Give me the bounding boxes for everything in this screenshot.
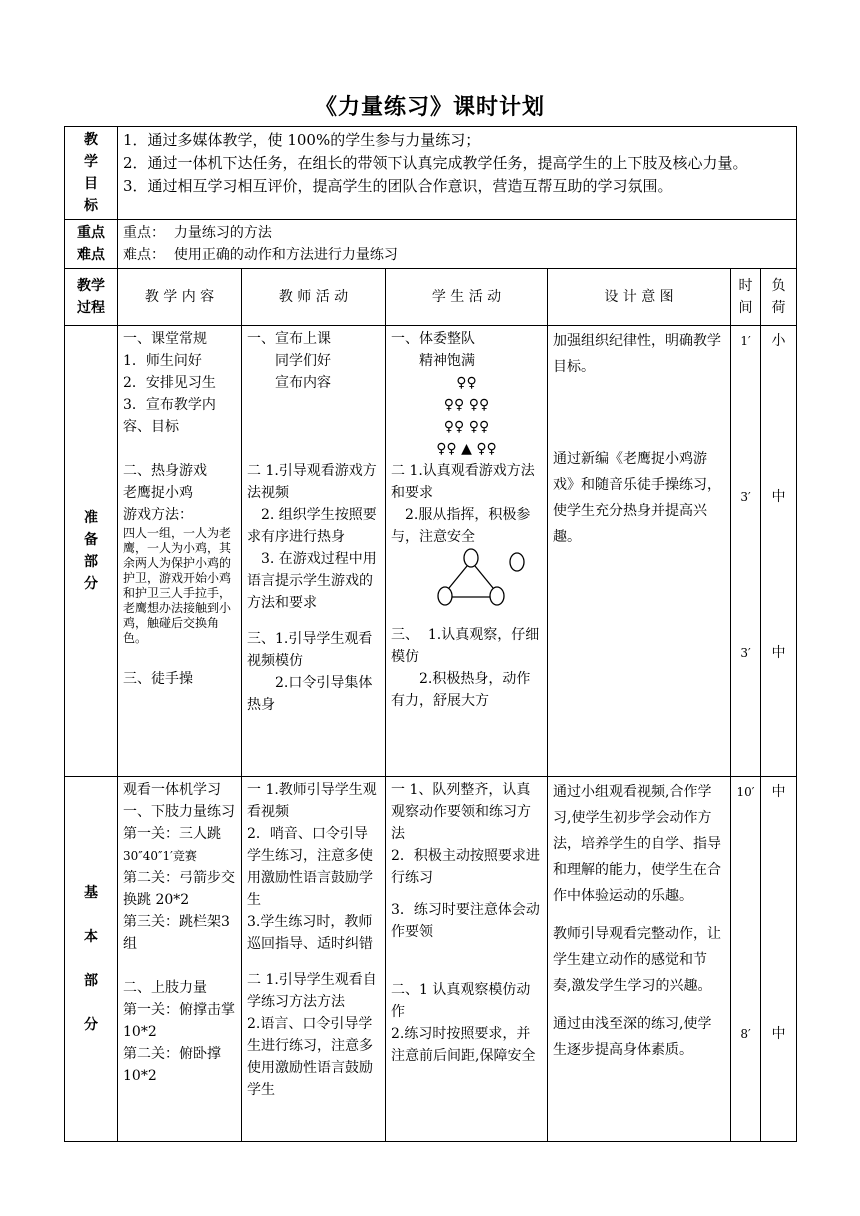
- page-title: 《力量练习》课时计划: [314, 94, 545, 120]
- prep-times: 1′ 3′ 3′: [731, 326, 761, 777]
- header-time: 时 间: [731, 269, 761, 326]
- header-row: [65, 269, 797, 326]
- header-design: 设 计 意 图: [548, 269, 731, 326]
- basic-student: 一 1、队列整齐，认真观察动作要领和练习方法 2．积极主动按照要求进行练习 3．练习时要注意体会动作要领 二、1 认真观察模仿动作 2.练习时按照要求，并注意前后间距,保障安全: [386, 777, 548, 1142]
- lesson-plan-table: [64, 126, 797, 1142]
- basic-times: 10′ 8′: [731, 777, 761, 1142]
- prep-teacher: 一、宣布上课 同学们好 宣布内容 二 1.引导观看游戏方法视频 2. 组织学生按照要求有序进行热身 3. 在游戏过程中用语言提示学生游戏的方法和要求 三、1.引导学生观看视频模仿 2.口令引导集体热身: [242, 326, 386, 777]
- basic-design: 通过小组观看视频,合作学习,使学生初步学会动作方法，培养学生的自学、指导和理解的能力，使学生在合作中体验运动的乐趣。 教师引导观看完整动作，让学生建立动作的感觉和节奏,激发学生学习的兴趣。 通过由浅至深的练习,使学生逐步提高身体素质。: [548, 777, 731, 1142]
- objectives-row: [65, 127, 797, 220]
- objectives-label: 教 学 目 标: [65, 127, 118, 220]
- header-student: 学 生 活 动: [386, 269, 548, 326]
- prep-design: 加强组织纪律性，明确教学目标。 通过新编《老鹰捉小鸡游戏》和随音乐徒手操练习，使学生充分热身并提高兴趣。: [548, 326, 731, 777]
- header-process: 教学 过程: [65, 269, 118, 326]
- basic-teacher: 一 1.教师引导学生观看视频 2．哨音、口令引导学生练习，注意多使用激励性语言鼓励学生 3.学生练习时，教师巡回指导、适时纠错 二 1.引导学生观看自学练习方法方法 2.语言、口令引导学生进行练习，注意多使用激励性语言鼓励学生: [242, 777, 386, 1142]
- objectives-text: [118, 127, 797, 220]
- formation-diagram: ♀♀ ♀♀ ♀♀ ♀♀ ♀♀ ♀♀ ▲ ♀♀: [436, 375, 497, 457]
- header-content: 教 学 内 容: [118, 269, 242, 326]
- basic-content: 观看一体机学习 一、下肢力量练习 第一关：三人跳 30″40″1′竞赛 第二关：弓箭步交换跳 20*2 第三关：跳栏架3组 二、上肢力量 第一关：俯撑击掌 10*2 第二关：俯卧撑10*2: [118, 777, 242, 1142]
- objective-item: 1．通过多媒体教学，使 100%的学生参与力量练习；: [123, 131, 481, 149]
- objective-item: 2．通过一体机下达任务，在组长的带领下认真完成教学任务，提高学生的上下肢及核心力量。: [123, 154, 748, 172]
- prep-row: [65, 326, 797, 777]
- prep-loads: 小 中 中: [761, 326, 797, 777]
- basic-row: [65, 777, 797, 1142]
- prep-student: 一、体委整队 精神饱满 ♀♀ ♀♀ ♀♀ ♀♀ ♀♀ ♀♀ ▲ ♀♀ 二 1.认真观看游戏方法和要求 2.服从指挥，积极参与，注意安全 三、 1.认真观察，仔细模仿 2.积极热身，动作有力，舒展大方: [386, 326, 548, 777]
- prep-label: 准 备 部 分: [65, 326, 118, 777]
- prep-content: 一、课堂常规 1．师生问好 2．安排见习生 3．宣布教学内容、目标 二、热身游戏 老鹰捉小鸡 游戏方法： 四人一组，一人为老鹰，一人为小鸡，其余两人为保护小鸡的护卫，游戏开始小鸡和护卫三人手拉手，老鹰想办法接触到小鸡，触碰后交换角色。 三、徒手操: [118, 326, 242, 777]
- keypoints-row: [65, 220, 797, 269]
- objective-item: 3．通过相互学习相互评价，提高学生的团队合作意识，营造互帮互助的学习氛围。: [123, 177, 673, 195]
- basic-loads: 中 中: [761, 777, 797, 1142]
- keypoint-item: 重点： 力量练习的方法: [123, 225, 272, 241]
- keypoint-item: 难点： 使用正确的动作和方法进行力量练习: [123, 247, 398, 263]
- basic-label: 基 本 部 分: [65, 777, 118, 1142]
- header-teacher: 教 师 活 动: [242, 269, 386, 326]
- keypoints-text: [118, 220, 797, 269]
- header-load: 负 荷: [761, 269, 797, 326]
- keypoints-label: 重点 难点: [65, 220, 118, 269]
- game-rules: 四人一组，一人为老鹰，一人为小鸡，其余两人为保护小鸡的护卫，游戏开始小鸡和护卫三人手拉手，老鹰想办法接触到小鸡，触碰后交换角色。: [123, 526, 232, 645]
